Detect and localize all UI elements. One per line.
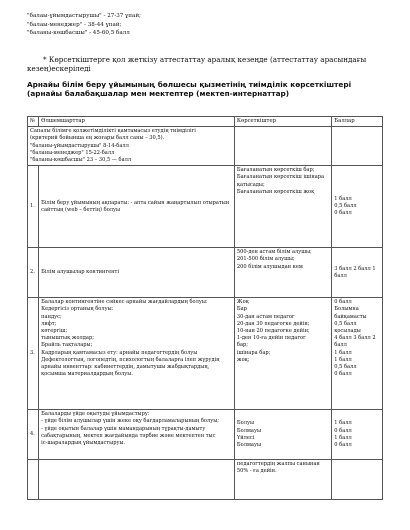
table-intro-row — [28, 127, 383, 166]
score: 0 балл — [334, 210, 352, 217]
intro-line: "баланы-көшбасшы" 23 – 30,5 — балл — [30, 157, 132, 164]
indicator: 201-500 білім алушы; — [236, 256, 295, 263]
score: 0,5 балл — [334, 203, 357, 210]
indicator: ішінара бар; — [236, 349, 271, 356]
intro-line: Сапалы білімге қолжетімділікті қамтамасыз етудің тиімділігі — [30, 128, 196, 135]
range-line: "балаы-менеджер" - 38-44 ұпай; — [27, 21, 122, 28]
criterion-line: іс-шаралардың ұйымдастыруы. — [41, 440, 126, 447]
criterion-line: Брайль тақталары; — [41, 342, 93, 349]
indicator: Болмауы — [236, 427, 262, 434]
score: 1 балл — [334, 434, 352, 441]
intro-line: "баланы-менеджер" 15-22-балл — [30, 149, 115, 156]
criterion-line: пандус; — [41, 313, 62, 320]
note-lead: * Көрсеткіштерге қол жеткізу аттестаттау аралық кезеңде (аттестаттау арасындағы — [43, 55, 367, 64]
criterion-line: Балаларды үйде оқытуды ұйымдастыру: — [41, 411, 150, 418]
indicator: Үйлесі — [236, 434, 255, 441]
row-scores — [332, 460, 383, 500]
indicator: 200 білім алушыдан кем — [236, 263, 303, 270]
indicator: 20-дан 30 педагогке дейін; — [236, 320, 310, 327]
score: 1 балл — [334, 349, 352, 356]
criteria-table — [27, 116, 383, 500]
row-scores — [332, 248, 383, 298]
score: 0 балл — [334, 427, 352, 434]
criterion-line: Кадрларың қамтамасыз ету: арнайы педагогтердің болуы — [41, 349, 198, 356]
table-row — [28, 248, 383, 298]
row-indicators — [234, 460, 331, 500]
score: 0 балл — [334, 441, 352, 448]
table-row — [28, 166, 383, 248]
row-criterion: Білім беру ұйымының ақпараты: - апта сайын жаңартылып отыратын сайттың (web – беттің) болуы — [39, 166, 235, 248]
row-indicators — [234, 166, 331, 248]
score: 1 балл — [334, 420, 352, 427]
indicator: 10-нан 20 педагогке дейін; — [236, 328, 310, 335]
indicator: Бағаланатын көрсеткіш бар; — [236, 167, 315, 174]
score: 4 балл 3 балл 2 балл — [334, 335, 376, 349]
indicator: педагогтердің жалпы санынан 50% - ға дейін. — [236, 461, 320, 475]
note-continuation: кезең)ескеріледі — [27, 64, 91, 74]
criterion-line: Кедергісіз ортаның болуы: — [41, 306, 114, 313]
score: Болымна байқамасты — [334, 306, 367, 320]
score: 0 балл — [334, 371, 352, 378]
score: 1 балл — [334, 195, 352, 202]
criterion-line: лифт; — [41, 320, 57, 327]
score: 0,5 балл — [334, 364, 357, 371]
indicator: Болуы — [236, 420, 255, 427]
indicator: Бар — [236, 306, 247, 313]
row-indicators — [234, 298, 331, 410]
criterion-line: - үйде білім алушылар үшін жеке оқу бағдарламаларының болуы; — [41, 418, 219, 425]
section-heading: Арнайы білім беру ұйымының бөлшесы қызметінің тиімділік көрсеткіштері (арнайы балабақшалар мен мектептер (мектеп-интернаттар) — [27, 80, 352, 99]
intro-line: "баланы-ұйымдастырушы" 8-14-балл — [30, 142, 129, 149]
indicator: Жоқ — [236, 299, 249, 306]
row-number — [28, 460, 39, 500]
intro-empty-cell — [332, 127, 383, 166]
header-scores: Баллар — [332, 117, 383, 127]
header-num: № — [28, 117, 39, 127]
intro-line: (критерий бойынша ең жоғары балл саны – 30,5). — [30, 135, 165, 142]
row-criterion — [39, 410, 235, 460]
criterion-line: арнайы инвенттар: кабинеттердің, дамытушы жабдықтардың, — [41, 364, 210, 371]
row-scores — [332, 410, 383, 460]
row-criterion: Білім алушылар контингенті — [39, 248, 235, 298]
attestation-note — [27, 55, 387, 73]
criterion-line: сабақтарының, мектеп жағдайында тәрбие және мектептен тыс — [41, 432, 216, 439]
indicator: Бағаланатын көрсеткіш ішінара қатысады; — [236, 174, 325, 188]
indicator: 500-ден астам білім алушы; — [236, 249, 312, 256]
row-number: 1. — [28, 166, 39, 248]
indicator: 30-дан астам педагог — [236, 313, 295, 320]
row-scores — [332, 298, 383, 410]
criterion-line: Балалар контингентіне сәйкес арнайы жағдайлардың болуы: — [41, 299, 208, 306]
indicator: бар; — [236, 342, 248, 349]
table-row — [28, 460, 383, 500]
indicator: жоқ; — [236, 356, 250, 363]
criterion-line: Дефектологтың, логопедтің, психологтың балаларға ілеп жүрудің — [41, 356, 220, 363]
range-line: "баланы-көшбасшы" - 45-60,5 балл — [27, 30, 130, 37]
criterion-line: қосымша материалдардың болуы. — [41, 371, 133, 378]
row-number: 2. — [28, 248, 39, 298]
table-row — [28, 298, 383, 410]
indicator: Бағаланатын көрсеткіш жоқ — [236, 188, 315, 195]
score: 1 балл — [334, 356, 352, 363]
row-criterion — [39, 460, 235, 500]
score-ranges-top — [27, 12, 141, 38]
row-indicators — [234, 410, 331, 460]
table-row — [28, 410, 383, 460]
row-scores — [332, 166, 383, 248]
score: 3 балл 2 балл 1 балл — [334, 265, 376, 279]
score: 0,5 балл қосылады — [334, 320, 361, 335]
range-line: "балаы-ұйымдастырушы" - 27-37 ұпай; — [27, 13, 141, 19]
header-indicators: Көрсеткіштер — [234, 117, 331, 127]
intro-cell — [28, 127, 235, 166]
indicator: Болмауы — [236, 441, 262, 448]
header-criteria: Өлшемшарттар — [39, 117, 235, 127]
table-header-row — [28, 117, 383, 127]
row-criterion — [39, 298, 235, 410]
criterion-line: - үйде оқытын балалар үшін мамандарының тұрақты-дамыту — [41, 425, 206, 432]
intro-empty-cell — [234, 127, 331, 166]
indicator: 1-ден 10-ға дейін педагог — [236, 335, 306, 342]
score: 0 балл — [334, 299, 352, 306]
row-number: 3. — [28, 298, 39, 410]
criterion-line: көтергіш; — [41, 328, 68, 335]
row-number: 4. — [28, 410, 39, 460]
row-indicators — [234, 248, 331, 298]
criterion-line: тыныштық жолдар; — [41, 335, 94, 342]
